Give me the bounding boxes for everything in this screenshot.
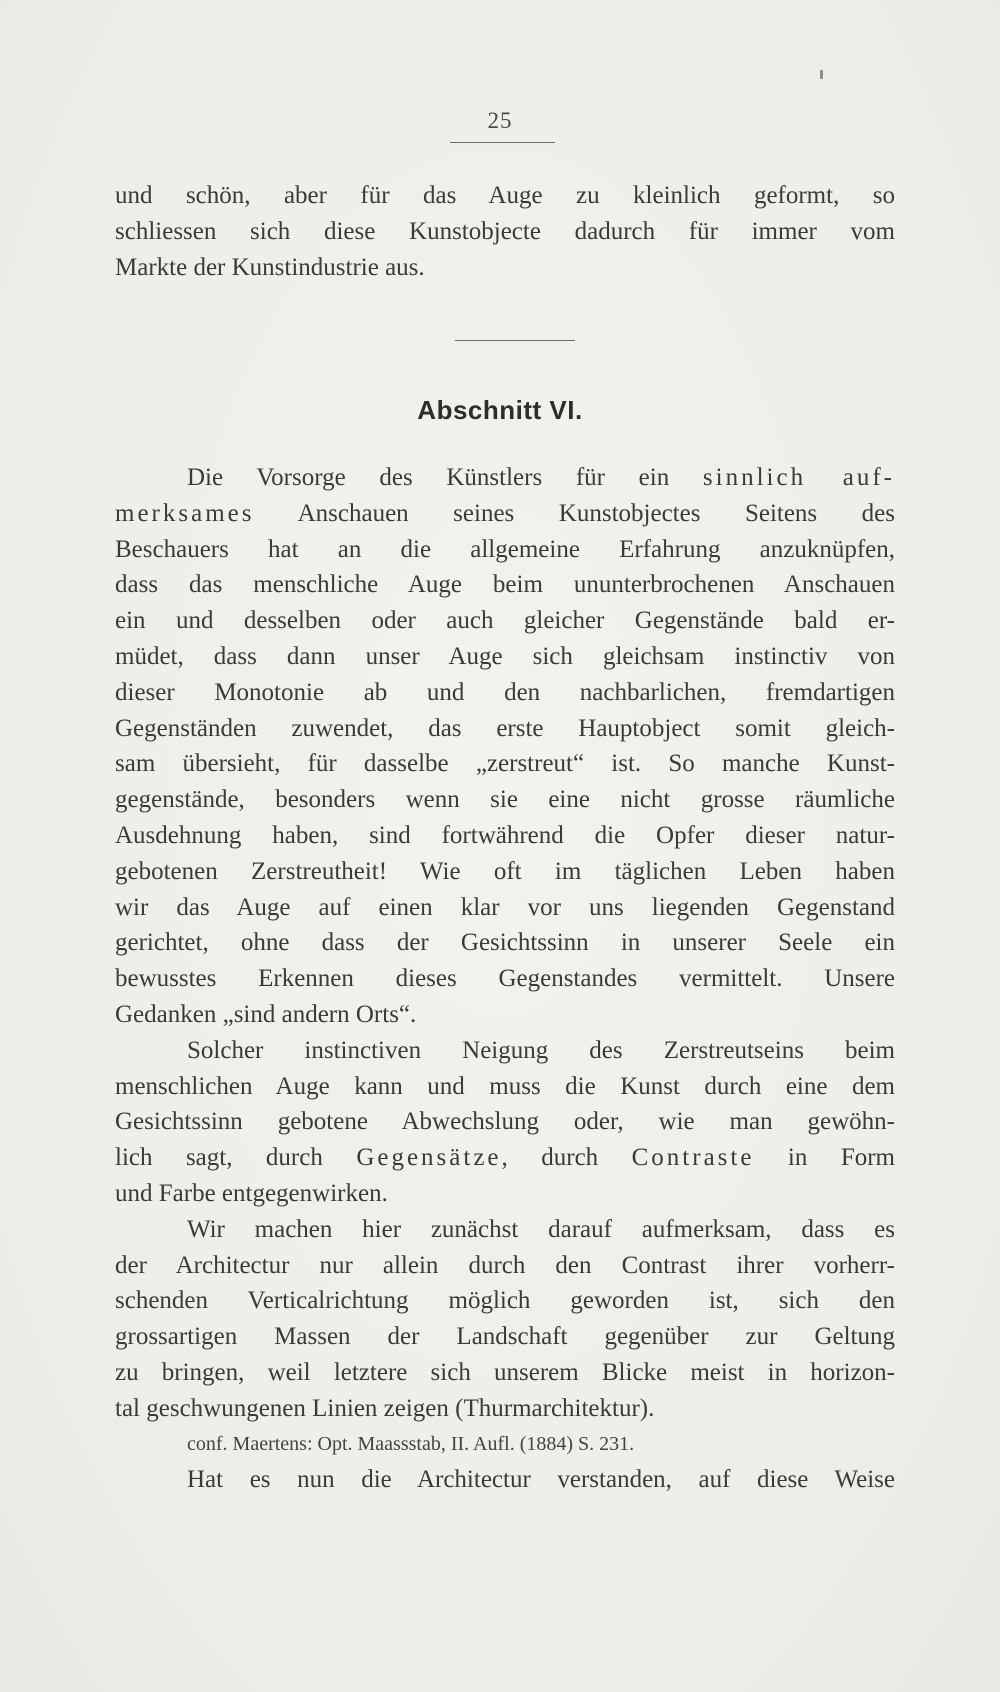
emphasized-text: Gegensätze xyxy=(356,1144,502,1172)
paragraph xyxy=(115,1462,895,1498)
text-line: sam übersieht, für dasselbe „zerstreut“ ist. So manche Kunst- xyxy=(115,750,895,778)
text-line: dieser Monotonie ab und den nachbarlichen, fremdartigen xyxy=(115,678,895,706)
text-line: Beschauers hat an die allgemeine Erfahrung anzuknüpfen, xyxy=(115,535,895,563)
text-run: Die Vorsorge des Künstlers für ein xyxy=(187,464,703,491)
text-line: wir das Auge auf einen klar vor uns liegenden Gegenstand xyxy=(115,893,895,921)
section-heading: Abschnitt VI. xyxy=(417,395,583,425)
text-line: dass das menschliche Auge beim ununterbrochenen Anschauen xyxy=(115,571,895,599)
paragraph xyxy=(115,1212,895,1427)
paragraph xyxy=(115,460,895,1033)
emphasized-text: merksames xyxy=(115,499,255,527)
paragraph xyxy=(115,1033,895,1212)
page-number-rule xyxy=(450,142,555,143)
page-number: 25 xyxy=(487,108,513,133)
text-line: Gegenständen zuwendet, das erste Hauptobject somit gleich- xyxy=(115,714,895,742)
text-line: und Farbe entgegenwirken. xyxy=(115,1179,388,1207)
text-run: Anschauen seines Kunstobjectes Seitens des xyxy=(254,499,895,527)
text-line: der Architectur nur allein durch den Contrast ihrer vorherr- xyxy=(115,1251,895,1279)
text-line: Solcher instinctiven Neigung des Zerstreutseins beim xyxy=(187,1036,895,1064)
continued-paragraph xyxy=(115,178,895,285)
text-run: , durch xyxy=(501,1144,632,1172)
section-divider xyxy=(455,340,575,341)
emphasized-text: sinnlich auf- xyxy=(702,464,895,491)
section-body xyxy=(115,460,895,1498)
text-run: lich sagt, durch xyxy=(115,1144,357,1172)
text-line: Gedanken „sind andern Orts“. xyxy=(115,1000,417,1028)
text-line: tal geschwungenen Linien zeigen (Thurmarchitektur). xyxy=(115,1394,655,1422)
text-run: in Form xyxy=(754,1144,895,1172)
text-line: schliessen sich diese Kunstobjecte dadurch für immer vom xyxy=(115,217,895,245)
text-line: gegenstände, besonders wenn sie eine nicht grosse räumliche xyxy=(115,786,895,814)
text-line: müdet, dass dann unser Auge sich gleichsam instinctiv von xyxy=(115,642,895,670)
text-line: menschlichen Auge kann und muss die Kunst durch eine dem xyxy=(115,1072,895,1100)
text-line: und schön, aber für das Auge zu kleinlich geformt, so xyxy=(115,182,895,209)
text-line: zu bringen, weil letztere sich unserem Blicke meist in horizon- xyxy=(115,1358,895,1386)
emphasized-text: Contraste xyxy=(631,1144,755,1172)
text-line xyxy=(115,1140,895,1176)
text-line xyxy=(115,460,895,496)
ink-speck xyxy=(820,70,823,79)
reference-note: conf. Maertens: Opt. Maassstab, II. Aufl. (1884) S. 231. xyxy=(187,1432,635,1455)
text-line: Wir machen hier zunächst darauf aufmerksam, dass es xyxy=(187,1215,895,1243)
text-line: Markte der Kunstindustrie aus. xyxy=(115,253,425,281)
text-line xyxy=(115,496,895,532)
text-line: Hat es nun die Architectur verstanden, auf diese Weise xyxy=(187,1466,895,1494)
text-line: gerichtet, ohne dass der Gesichtssinn in unserer Seele ein xyxy=(115,929,895,957)
text-line: Gesichtssinn gebotene Abwechslung oder, wie man gewöhn- xyxy=(115,1108,895,1136)
text-line: Ausdehnung haben, sind fortwährend die Opfer dieser natur- xyxy=(115,821,895,849)
text-line: bewusstes Erkennen dieses Gegenstandes vermittelt. Unsere xyxy=(115,965,895,993)
text-line: grossartigen Massen der Landschaft gegenüber zur Geltung xyxy=(115,1323,895,1351)
text-line: gebotenen Zerstreutheit! Wie oft im täglichen Leben haben xyxy=(115,857,895,885)
text-line: schenden Verticalrichtung möglich geworden ist, sich den xyxy=(115,1287,895,1315)
text-line: ein und desselben oder auch gleicher Gegenstände bald er- xyxy=(115,607,895,635)
